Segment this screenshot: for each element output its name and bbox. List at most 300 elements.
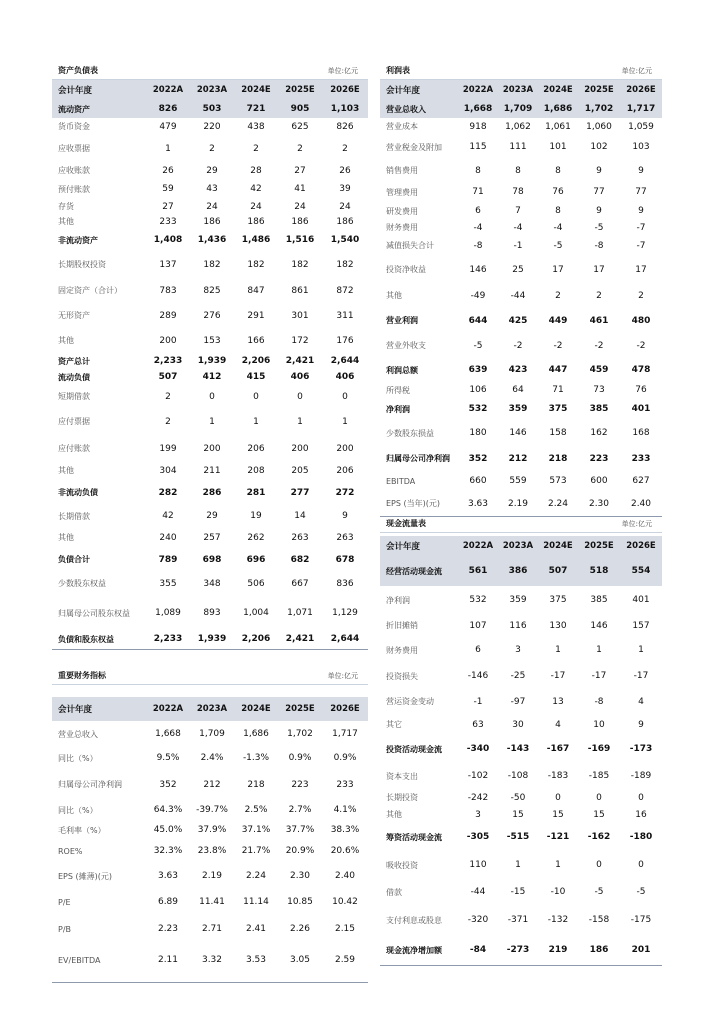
row-label: 短期借款 — [58, 392, 90, 401]
table-row — [380, 586, 662, 614]
year-header: 2022A — [458, 536, 498, 556]
cell-value: 348 — [203, 578, 221, 589]
row-label: 无形资产 — [58, 311, 90, 320]
cell-value: 8 — [515, 165, 521, 176]
cell-value: -242 — [467, 792, 489, 803]
column-header-row — [52, 697, 368, 721]
row-label: 营业总收入 — [380, 100, 458, 118]
cell-value: 180 — [469, 428, 487, 438]
cell-value: -515 — [506, 832, 530, 842]
table-row — [52, 278, 368, 303]
cell-value: 0.9% — [288, 753, 312, 763]
cell-value: 425 — [508, 315, 528, 326]
balance-sheet-bottom-rule — [52, 649, 368, 650]
cell-value: 449 — [548, 315, 568, 326]
cell-value: -5 — [636, 887, 646, 897]
header-label: 会计年度 — [380, 80, 458, 100]
cell-value: 186 — [203, 216, 221, 227]
cell-value: 63 — [472, 719, 484, 730]
row-label: 财务费用 — [386, 645, 418, 655]
cell-value: 3.63 — [157, 871, 179, 881]
cell-value: 24 — [206, 201, 218, 212]
cell-value: 2 — [297, 143, 303, 154]
cell-value: 10.42 — [332, 897, 358, 907]
row-label: 财务费用 — [386, 223, 418, 232]
row-label: 负债合计 — [58, 555, 90, 564]
table-row — [52, 118, 368, 135]
cell-value: 73 — [593, 385, 605, 395]
cell-value: 0.9% — [333, 753, 357, 763]
income-statement-panel — [380, 63, 662, 517]
cell-value: 386 — [498, 556, 538, 586]
balance-sheet-title: 资产负债表 — [58, 66, 98, 75]
cell-value: 2 — [209, 143, 215, 154]
cell-value: 220 — [203, 121, 221, 132]
table-row — [380, 663, 662, 689]
balance-sheet-table — [52, 80, 368, 649]
cell-value: 9 — [596, 206, 602, 216]
row-label: 营业总收入 — [58, 729, 98, 739]
table-row — [380, 235, 662, 256]
cell-value: 783 — [159, 285, 177, 296]
cell-value: 0 — [253, 391, 259, 402]
year-header: 2026E — [620, 80, 662, 100]
cell-value: 115 — [469, 142, 487, 152]
cell-value: 32.3% — [153, 846, 183, 856]
cell-value: -4 — [473, 222, 483, 233]
row-label: 借款 — [386, 887, 402, 897]
cell-value: 14 — [294, 511, 306, 521]
cell-value: 200 — [159, 335, 177, 346]
row-label: EBITDA — [386, 476, 416, 486]
row-label: 同比（%） — [58, 753, 98, 763]
table-row — [380, 256, 662, 283]
row-label: P/E — [58, 897, 71, 907]
cell-value: 11.41 — [199, 897, 225, 907]
table-row — [380, 100, 662, 118]
table-row — [380, 182, 662, 202]
cell-value: 42 — [162, 511, 174, 521]
table-row — [380, 398, 662, 420]
row-label: 长期股权投资 — [58, 260, 106, 269]
balance-sheet-unit: 单位:亿元 — [327, 67, 358, 75]
cell-value: 101 — [549, 142, 567, 152]
cell-value: -189 — [630, 771, 652, 781]
cell-value: 28 — [250, 165, 262, 176]
cell-value: -44 — [510, 290, 526, 301]
cell-value: 162 — [590, 428, 608, 438]
table-row — [52, 549, 368, 570]
year-header: 2024E — [538, 536, 578, 556]
table-row — [380, 135, 662, 159]
cell-value: -185 — [588, 771, 610, 781]
table-row — [52, 570, 368, 597]
cell-value: 4 — [555, 719, 561, 730]
cell-value: 286 — [202, 487, 222, 498]
cell-value: 660 — [469, 476, 487, 486]
cell-value: 385 — [589, 404, 609, 414]
cell-value: 116 — [509, 620, 527, 631]
cell-value: 240 — [159, 532, 177, 543]
balance-sheet-header — [52, 63, 368, 80]
cell-value: 2.11 — [157, 955, 179, 965]
cell-value: -84 — [469, 945, 487, 955]
cell-value: 4 — [638, 696, 644, 707]
cell-value: 2.19 — [507, 498, 529, 509]
cell-value: -108 — [507, 771, 529, 781]
cell-value: -305 — [466, 832, 490, 842]
row-label: 营运资金变动 — [386, 697, 434, 706]
row-label: 流动负债 — [58, 372, 90, 382]
cell-value: 2,233 — [153, 634, 183, 644]
cell-value: 2.30 — [289, 871, 311, 881]
cell-value: 2.26 — [289, 924, 311, 934]
table-row — [52, 769, 368, 800]
cell-value: 25 — [512, 264, 524, 275]
cell-value: 218 — [548, 453, 568, 464]
row-label: 其他 — [58, 336, 74, 345]
cell-value: 1,004 — [243, 608, 269, 618]
cell-value: 2.24 — [547, 498, 569, 509]
cell-value: 26 — [339, 165, 351, 176]
cell-value: -7 — [636, 240, 646, 251]
cell-value: -8 — [594, 696, 604, 707]
cell-value: 15 — [552, 809, 564, 820]
table-row — [380, 789, 662, 806]
cell-value: 625 — [291, 121, 309, 132]
cell-value: 7 — [515, 206, 521, 216]
table-row — [380, 471, 662, 491]
cell-value: 1 — [638, 645, 644, 655]
cell-value: 678 — [335, 554, 355, 565]
cell-value: 461 — [589, 315, 609, 326]
cell-value: 17 — [552, 264, 564, 275]
cell-value: 24 — [294, 201, 306, 212]
year-header: 2024E — [538, 80, 578, 100]
cell-value: 1,129 — [332, 608, 358, 618]
table-row — [380, 446, 662, 471]
table-row — [52, 251, 368, 278]
header-label: 会计年度 — [52, 80, 146, 100]
cell-value: 218 — [247, 779, 265, 790]
table-row — [380, 763, 662, 789]
cell-value: 289 — [159, 310, 177, 321]
cell-value: 223 — [291, 779, 309, 790]
table-row — [380, 308, 662, 333]
row-label: 净利润 — [386, 404, 410, 414]
cell-value: 2,206 — [241, 634, 271, 644]
cell-value: 311 — [336, 310, 354, 321]
cell-value: 847 — [247, 285, 265, 296]
cell-value: 375 — [548, 404, 568, 414]
cell-value: 4.1% — [333, 805, 357, 815]
cell-value: 172 — [291, 335, 309, 346]
row-label: 营业外收支 — [386, 341, 426, 350]
table-row — [380, 382, 662, 398]
cell-value: 447 — [548, 365, 568, 375]
income-statement-unit: 单位:亿元 — [621, 67, 652, 75]
cell-value: 1,686 — [243, 729, 269, 739]
table-row — [52, 353, 368, 369]
cell-value: 600 — [590, 476, 608, 486]
cell-value: 1,668 — [155, 729, 181, 739]
table-row — [52, 135, 368, 162]
cell-value: -143 — [506, 744, 530, 754]
table-row — [380, 556, 662, 586]
cash-flow-unit: 单位:亿元 — [621, 520, 652, 528]
cell-value: 16 — [635, 809, 647, 820]
cell-value: 0 — [638, 860, 644, 870]
cell-value: 10 — [593, 719, 605, 730]
cell-value: 166 — [247, 335, 265, 346]
row-label: 长期投资 — [386, 793, 418, 802]
table-row — [52, 820, 368, 840]
cell-value: 182 — [203, 259, 221, 270]
cell-value: 39 — [339, 184, 351, 194]
cell-value: 478 — [631, 365, 651, 375]
cell-value: 208 — [247, 465, 265, 476]
row-label: 归属母公司净利润 — [386, 454, 450, 463]
cell-value: 0 — [596, 792, 602, 803]
cell-value: 3.53 — [245, 955, 267, 965]
cell-value: 168 — [632, 428, 650, 438]
cell-value: 1 — [555, 645, 561, 655]
cell-value: 9.5% — [156, 753, 180, 763]
key-metrics-title: 重要财务指标 — [58, 671, 106, 680]
cell-value: 205 — [291, 465, 309, 476]
table-row — [380, 823, 662, 851]
cell-value: 696 — [246, 554, 266, 565]
cell-value: 8 — [555, 206, 561, 216]
cell-value: 644 — [468, 315, 488, 326]
cell-value: 206 — [247, 443, 265, 454]
cell-value: 157 — [632, 620, 650, 631]
cell-value: 479 — [159, 121, 177, 132]
cell-value: 1 — [555, 860, 561, 870]
cell-value: 3 — [475, 809, 481, 820]
cell-value: 9 — [596, 165, 602, 176]
cell-value: -169 — [587, 744, 611, 754]
row-label: 归属母公司股东权益 — [58, 608, 130, 618]
cell-value: -17 — [591, 671, 607, 681]
row-label: 其它 — [386, 720, 402, 729]
cell-value: 71 — [472, 187, 484, 197]
cell-value: -320 — [467, 915, 489, 925]
cell-value: 27 — [294, 165, 306, 176]
cell-value: 2,421 — [285, 356, 315, 366]
cell-value: 1,059 — [628, 121, 654, 132]
cash-flow-panel — [380, 515, 662, 966]
row-label: 少数股东损益 — [386, 428, 434, 438]
cell-value: 1,486 — [241, 235, 271, 245]
row-label: 折旧摊销 — [386, 621, 418, 630]
cell-value: -97 — [510, 696, 526, 707]
cell-value: 667 — [291, 578, 309, 589]
cell-value: 2.59 — [334, 955, 356, 965]
cell-value: 146 — [590, 620, 608, 631]
cell-value: 200 — [291, 443, 309, 454]
row-label: 归属母公司净利润 — [58, 780, 122, 789]
cell-value: 698 — [202, 554, 222, 565]
table-row — [380, 202, 662, 220]
cell-value: 385 — [590, 595, 608, 605]
year-header: 2025E — [578, 536, 620, 556]
cell-value: 682 — [290, 554, 310, 565]
table-row — [52, 890, 368, 914]
cell-value: 893 — [203, 608, 221, 618]
cell-value: 23.8% — [197, 846, 227, 856]
column-header-row — [380, 536, 662, 556]
cell-value: 2 — [596, 290, 602, 301]
cell-value: 45.0% — [153, 825, 183, 835]
cell-value: -15 — [510, 887, 526, 897]
table-row — [52, 479, 368, 506]
row-label: 固定资产（合计） — [58, 286, 122, 295]
table-row — [52, 328, 368, 353]
cell-value: 186 — [589, 945, 609, 955]
row-label: 其他 — [58, 217, 74, 226]
cell-value: 412 — [202, 372, 222, 382]
income-statement-header — [380, 63, 662, 80]
cell-value: -273 — [506, 945, 530, 955]
cell-value: -1 — [513, 240, 523, 251]
cell-value: 146 — [509, 428, 527, 438]
cell-value: 503 — [190, 100, 234, 118]
row-label: 货币资金 — [58, 122, 90, 131]
cell-value: 1 — [253, 416, 259, 427]
cell-value: 375 — [549, 595, 567, 605]
cell-value: 304 — [159, 465, 177, 476]
row-label: 少数股东权益 — [58, 579, 106, 588]
cell-value: 627 — [632, 476, 650, 486]
table-row — [380, 935, 662, 965]
table-row — [380, 735, 662, 763]
row-label: 应付账款 — [58, 444, 90, 453]
row-label: 非流动负债 — [58, 488, 98, 497]
year-header: 2026E — [322, 80, 368, 100]
cell-value: 200 — [203, 443, 221, 454]
cell-value: -49 — [470, 290, 486, 301]
cell-value: -39.7% — [196, 805, 228, 815]
cell-value: 2 — [638, 290, 644, 301]
row-label: ROE% — [58, 846, 83, 856]
cell-value: 0 — [209, 391, 215, 402]
cell-value: 1,939 — [197, 356, 227, 366]
cell-value: -1 — [473, 696, 483, 707]
row-label: 负债和股东权益 — [58, 634, 114, 644]
cell-value: 37.7% — [285, 825, 315, 835]
row-label: EPS (摊薄)(元) — [58, 871, 112, 881]
cash-flow-title: 现金流量表 — [386, 519, 426, 528]
row-label: 所得税 — [386, 385, 410, 395]
cell-value: -10 — [550, 887, 566, 897]
row-label: 应收票据 — [58, 144, 90, 153]
table-row — [52, 100, 368, 118]
cell-value: 0 — [342, 391, 348, 402]
cell-value: 559 — [509, 476, 527, 486]
row-label: 资本支出 — [386, 771, 418, 781]
table-row — [380, 614, 662, 637]
cell-value: 0 — [555, 792, 561, 803]
table-row — [380, 220, 662, 235]
table-row — [52, 747, 368, 769]
cell-value: 0 — [297, 391, 303, 402]
cell-value: 8 — [475, 165, 481, 176]
table-row — [52, 385, 368, 408]
cell-value: 406 — [290, 372, 310, 382]
cell-value: -7 — [636, 222, 646, 233]
cell-value: 905 — [278, 100, 322, 118]
cell-value: 6 — [475, 206, 481, 216]
row-label: 销售费用 — [386, 166, 418, 175]
cell-value: 1,540 — [330, 235, 360, 245]
table-row — [380, 905, 662, 935]
cell-value: 212 — [508, 453, 528, 464]
cell-value: 532 — [469, 595, 487, 605]
cell-value: 2,206 — [241, 356, 271, 366]
cell-value: 2 — [253, 143, 259, 154]
column-header-row — [52, 80, 368, 100]
year-header: 2024E — [234, 697, 278, 721]
cell-value: -4 — [513, 222, 523, 233]
cell-value: 11.14 — [243, 897, 269, 907]
cell-value: 281 — [246, 487, 266, 498]
row-label: 研发费用 — [386, 206, 418, 216]
table-row — [52, 629, 368, 649]
cell-value: 507 — [158, 372, 178, 382]
cell-value: 721 — [234, 100, 278, 118]
table-row — [52, 944, 368, 976]
cell-value: 1 — [342, 416, 348, 427]
row-label: 经营活动现金流 — [380, 556, 458, 586]
cell-value: 182 — [291, 259, 309, 270]
cell-value: 186 — [247, 216, 265, 227]
column-header-row — [380, 80, 662, 100]
cell-value: 76 — [552, 187, 564, 197]
cell-value: -2 — [636, 340, 646, 351]
table-row — [52, 840, 368, 862]
cell-value: -5 — [594, 887, 604, 897]
cell-value: 2.71 — [201, 924, 223, 934]
cell-value: 2.15 — [334, 924, 356, 934]
cell-value: 41 — [294, 184, 306, 194]
cell-value: 38.3% — [330, 825, 360, 835]
cell-value: 15 — [593, 809, 605, 820]
cell-value: 3.05 — [289, 955, 311, 965]
table-row — [52, 721, 368, 747]
key-metrics-bottom-rule — [52, 982, 368, 983]
cell-value: 37.1% — [241, 825, 271, 835]
cell-value: 17 — [593, 264, 605, 275]
income-statement-title: 利润表 — [386, 66, 410, 75]
cell-value: 639 — [468, 365, 488, 375]
cell-value: 1,516 — [285, 235, 315, 245]
cell-value: 277 — [290, 487, 310, 498]
balance-sheet-panel — [52, 63, 368, 650]
header-label: 会计年度 — [380, 536, 458, 556]
cell-value: 24 — [250, 201, 262, 212]
cell-value: 272 — [335, 487, 355, 498]
table-row — [380, 358, 662, 382]
cell-value: 826 — [336, 121, 354, 132]
row-label: 净利润 — [386, 595, 410, 605]
cell-value: 19 — [250, 511, 262, 521]
cell-value: -2 — [594, 340, 604, 351]
year-header: 2022A — [146, 697, 190, 721]
table-row — [380, 637, 662, 663]
year-header: 2023A — [498, 536, 538, 556]
cell-value: 233 — [159, 216, 177, 227]
